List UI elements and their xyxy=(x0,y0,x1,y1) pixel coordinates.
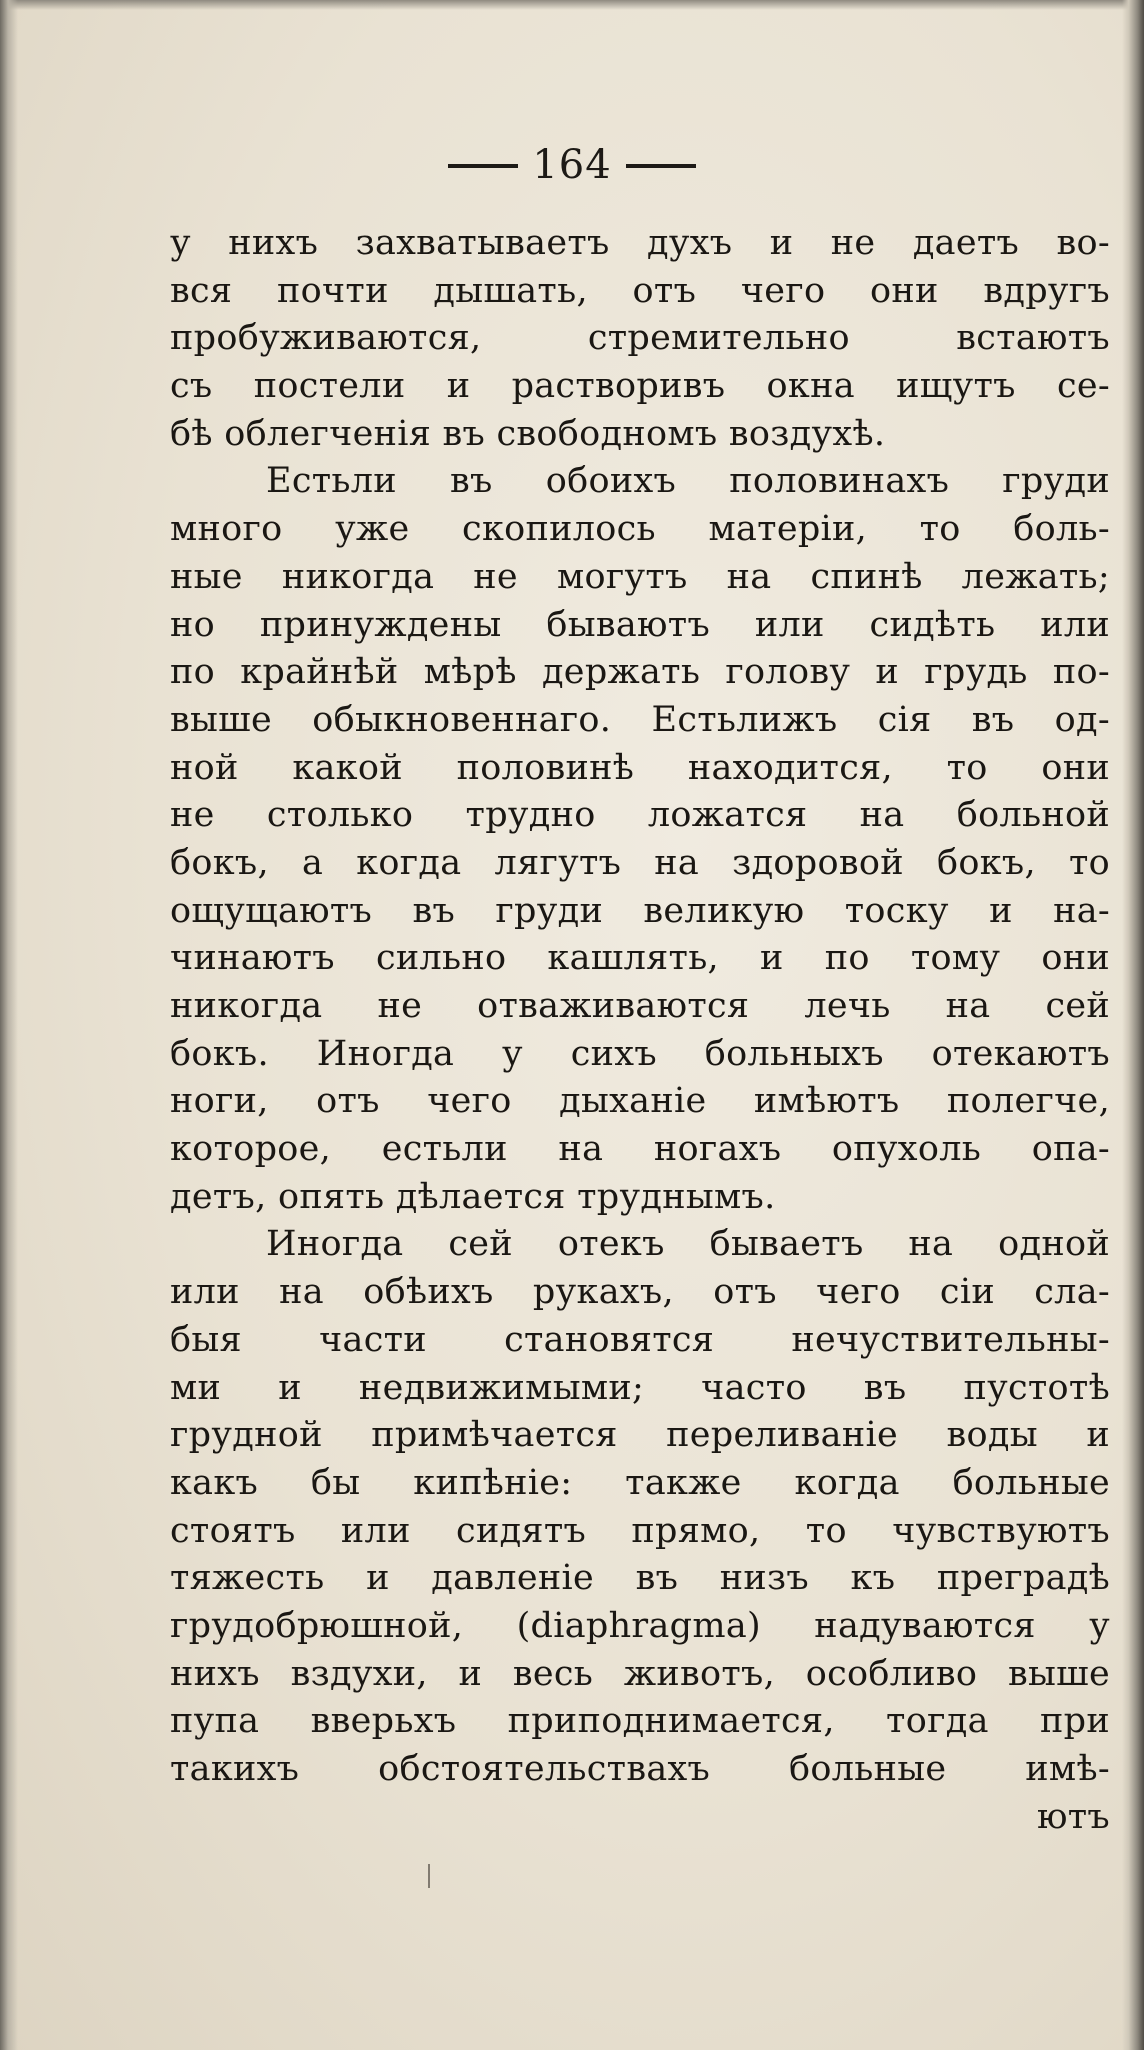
text-line: съ постели и растворивъ окна ищутъ се- xyxy=(170,366,1110,407)
text-line: Естьли въ обоихъ половинахъ груди xyxy=(266,461,1110,502)
text-line: ощущаютъ въ груди великую тоску и на- xyxy=(170,890,1110,931)
page-left-edge xyxy=(0,0,18,2050)
text-line: стоятъ или сидятъ прямо, то чувствуютъ xyxy=(170,1510,1110,1551)
text-line: по крайнѣй мѣрѣ держать голову и грудь по- xyxy=(170,652,1110,693)
text-line: ноги, отъ чего дыханіе имѣютъ полегче, xyxy=(170,1081,1110,1122)
text-line: ми и недвижимыми; часто въ пустотѣ xyxy=(170,1367,1110,1408)
page-number: 164 xyxy=(532,142,612,188)
text-line: пупа вверьхъ приподнимается, тогда при xyxy=(170,1701,1110,1742)
text-line: какъ бы кипѣніе: также когда больные xyxy=(170,1462,1110,1503)
text-line: ной какой половинѣ находится, то они xyxy=(170,747,1110,788)
text-line: которое, естьли на ногахъ опухоль опа- xyxy=(170,1129,1110,1170)
text-line: Иногда сей отекъ бываетъ на одной xyxy=(266,1224,1110,1265)
text-line: никогда не отваживаются лечь на сей xyxy=(170,986,1110,1026)
page-top-shadow xyxy=(0,0,1144,10)
text-line: чинаютъ сильно кашлять, и по тому они xyxy=(170,938,1110,979)
text-line: тяжесть и давленіе въ низъ къ преградѣ xyxy=(170,1558,1110,1599)
catchword: ютъ xyxy=(1036,1796,1110,1837)
text-line: вся почти дышать, отъ чего они вдругъ xyxy=(170,270,1110,311)
text-line: бокъ. Иногда у сихъ больныхъ отекаютъ xyxy=(170,1033,1110,1074)
text-line: не столько трудно ложатся на больной xyxy=(170,795,1110,836)
text-line: но принуждены бываютъ или сидѣть или xyxy=(170,604,1110,645)
text-line: детъ, опять дѣлается труднымъ. xyxy=(170,1176,776,1217)
left-dash xyxy=(448,164,518,168)
body-text xyxy=(170,220,1110,1841)
text-line: нихъ вздухи, и весь животъ, особливо выше xyxy=(170,1653,1110,1694)
text-line: грудобрюшной, (diaphragma) надуваются у xyxy=(170,1605,1110,1646)
text-line: бѣ облегченія въ свободномъ воздухѣ. xyxy=(170,413,886,454)
text-line: пробуживаются, стремительно встаютъ xyxy=(170,318,1110,359)
text-line: бокъ, а когда лягутъ на здоровой бокъ, то xyxy=(170,842,1110,883)
ink-mark xyxy=(428,1864,430,1888)
right-dash xyxy=(626,164,696,168)
text-line: выше обыкновеннаго. Естьлижъ сія въ од- xyxy=(170,699,1110,740)
page-right-edge xyxy=(1122,0,1144,2050)
text-line: ные никогда не могутъ на спинѣ лежать; xyxy=(170,556,1110,597)
page-number-header xyxy=(0,142,1144,188)
text-line: много уже скопилось матеріи, то боль- xyxy=(170,509,1110,550)
text-line: грудной примѣчается переливаніе воды и xyxy=(170,1415,1110,1456)
text-line: у нихъ захватываетъ духъ и не даетъ во- xyxy=(170,223,1110,263)
text-line: или на обѣихъ рукахъ, отъ чего сіи сла- xyxy=(170,1272,1110,1313)
text-line: такихъ обстоятельствахъ больные имѣ- xyxy=(170,1749,1110,1789)
text-line: быя части становятся нечуствительны- xyxy=(170,1319,1110,1360)
